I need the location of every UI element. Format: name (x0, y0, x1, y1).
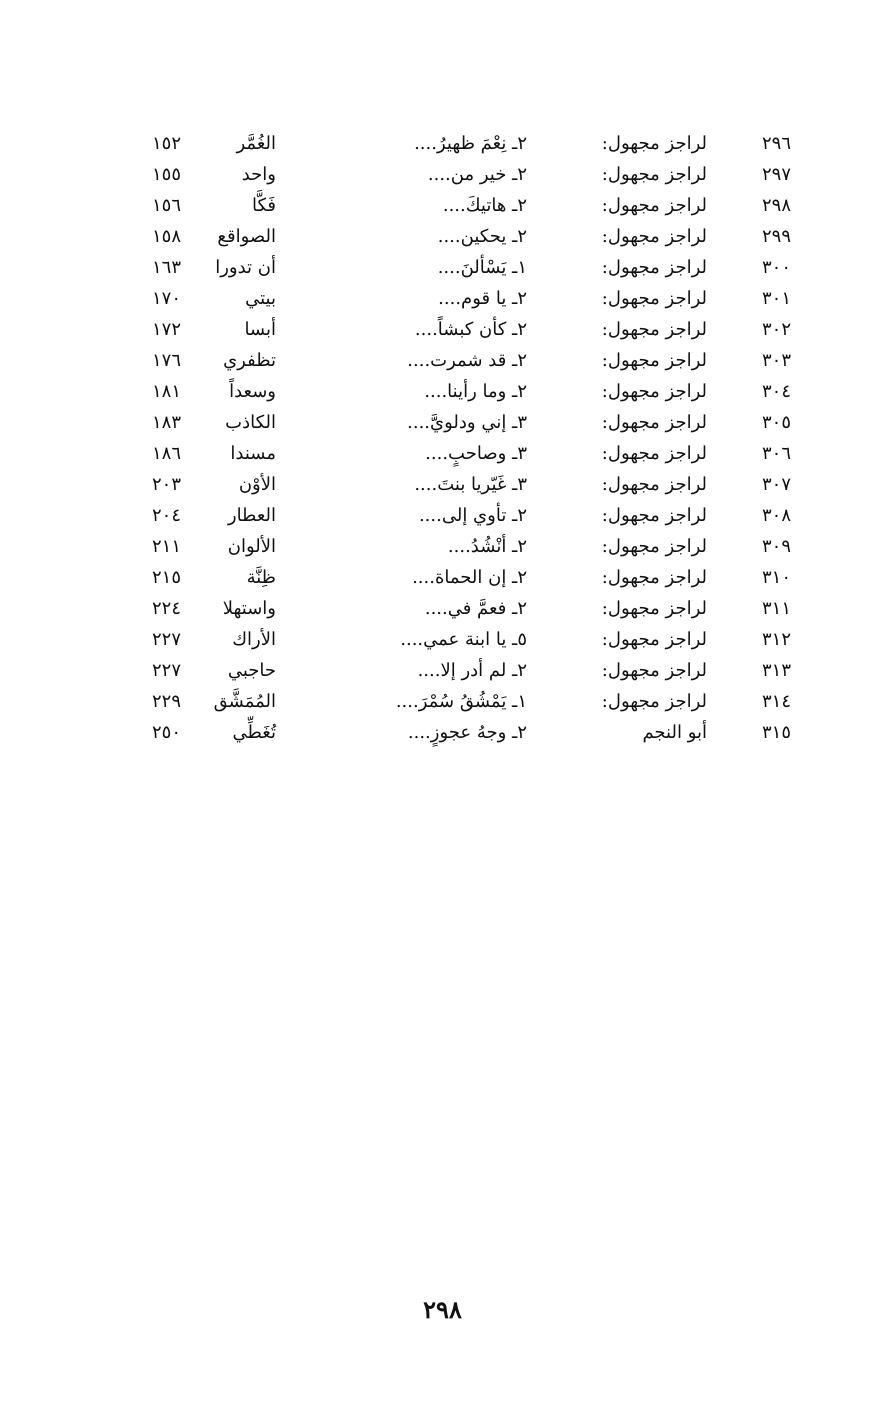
page-reference: ٢١٥ (151, 567, 181, 588)
poet-name: لراجز مجهول: (601, 350, 707, 371)
table-row (0, 438, 885, 469)
verse-incipit: ٣ـ إني ودلويَّ.... (407, 412, 527, 433)
poet-name: لراجز مجهول: (601, 319, 707, 340)
rhyme-word: الألوان (227, 536, 276, 557)
verse-incipit: ٢ـ هاتيكَ.... (442, 195, 527, 216)
page-reference: ٢٠٤ (151, 505, 181, 526)
page-reference: ١٨١ (151, 381, 181, 402)
entry-number: ٣٠٠ (761, 257, 791, 278)
entry-number: ٣١٤ (761, 691, 791, 712)
poet-name: لراجز مجهول: (601, 567, 707, 588)
poet-name: لراجز مجهول: (601, 226, 707, 247)
rhyme-word: تظفري (223, 350, 276, 371)
poet-name: لراجز مجهول: (601, 660, 707, 681)
poet-name: لراجز مجهول: (601, 505, 707, 526)
entry-number: ٣٠٢ (761, 319, 791, 340)
table-row (0, 686, 885, 717)
verse-incipit: ٢ـ تأوي إلى.... (418, 505, 527, 526)
rhyme-word: ظِنَّة (246, 567, 276, 588)
page-reference: ١٥٨ (151, 226, 181, 247)
table-row (0, 283, 885, 314)
page-reference: ٢٥٠ (151, 722, 181, 743)
entry-number: ٣١٣ (761, 660, 791, 681)
entry-number: ٣١٢ (761, 629, 791, 650)
rhyme-word: واستهلا (222, 598, 276, 619)
rhyme-word: أبسا (244, 319, 276, 340)
rhyme-word: المُمَشَّق (213, 691, 276, 712)
entry-number: ٣٠٧ (761, 474, 791, 495)
rhyme-word: حاجبي (227, 660, 276, 681)
table-row (0, 128, 885, 159)
entry-number: ٢٩٧ (761, 164, 791, 185)
table-row (0, 500, 885, 531)
page-reference: ١٥٢ (151, 133, 181, 154)
poet-name: لراجز مجهول: (601, 381, 707, 402)
poet-name: لراجز مجهول: (601, 257, 707, 278)
poet-name: لراجز مجهول: (601, 474, 707, 495)
poet-name: لراجز مجهول: (601, 443, 707, 464)
verse-incipit: ٣ـ وصاحبٍ.... (425, 443, 527, 464)
entry-number: ٣١١ (761, 598, 791, 619)
rhyme-word: العطار (227, 505, 276, 526)
verse-index-table (0, 128, 885, 748)
poet-name: لراجز مجهول: (601, 195, 707, 216)
verse-incipit: ٣ـ غَيّريا بنتَ.... (414, 474, 527, 495)
entry-number: ٣٠٣ (761, 350, 791, 371)
table-row (0, 190, 885, 221)
verse-incipit: ٢ـ فعمَّ في.... (424, 598, 527, 619)
rhyme-word: الأراك (232, 629, 276, 650)
table-row (0, 407, 885, 438)
table-row (0, 345, 885, 376)
poet-name: لراجز مجهول: (601, 164, 707, 185)
poet-name: لراجز مجهول: (601, 536, 707, 557)
verse-incipit: ٢ـ وما رأينا.... (424, 381, 527, 402)
entry-number: ٣٠٥ (761, 412, 791, 433)
table-row (0, 376, 885, 407)
rhyme-word: تُغَطِّي (232, 722, 276, 743)
table-row (0, 624, 885, 655)
poet-name: أبو النجم (642, 722, 707, 743)
page-reference: ١٥٥ (151, 164, 181, 185)
table-row (0, 252, 885, 283)
poet-name: لراجز مجهول: (601, 412, 707, 433)
entry-number: ٣٠٤ (761, 381, 791, 402)
verse-incipit: ٢ـ يحكين.... (437, 226, 527, 247)
page-reference: ٢١١ (151, 536, 181, 557)
table-row (0, 593, 885, 624)
table-row (0, 531, 885, 562)
page-reference: ٢٢٤ (151, 598, 181, 619)
table-row (0, 314, 885, 345)
rhyme-word: الغُمَّر (236, 133, 276, 154)
page-reference: ٢٢٧ (151, 660, 181, 681)
entry-number: ٣٠٨ (761, 505, 791, 526)
verse-incipit: ٢ـ نِعْمَ ظهيرُ.... (414, 133, 527, 154)
entry-number: ٣٠٩ (761, 536, 791, 557)
rhyme-word: أن تدورا (215, 257, 276, 278)
rhyme-word: الأوْن (238, 474, 276, 495)
table-row (0, 562, 885, 593)
rhyme-word: الكاذب (225, 412, 276, 433)
verse-incipit: ٢ـ أنْشُدُ.... (447, 536, 527, 557)
verse-incipit: ٢ـ لم أدر إلا.... (417, 660, 527, 681)
entry-number: ٣١٠ (761, 567, 791, 588)
table-row (0, 159, 885, 190)
rhyme-word: مسندا (230, 443, 276, 464)
page-reference: ١٨٦ (151, 443, 181, 464)
verse-incipit: ١ـ يَسْألنَ.... (437, 257, 527, 278)
table-row (0, 655, 885, 686)
verse-incipit: ٢ـ إن الحماة.... (412, 567, 527, 588)
page-reference: ١٨٣ (151, 412, 181, 433)
page-reference: ١٧٢ (151, 319, 181, 340)
entry-number: ٢٩٩ (761, 226, 791, 247)
page-reference: ٢٠٣ (151, 474, 181, 495)
entry-number: ٣١٥ (761, 722, 791, 743)
verse-incipit: ١ـ يَمْشُقُ سُمْرَ.... (395, 691, 527, 712)
page-reference: ٢٢٩ (151, 691, 181, 712)
verse-incipit: ٢ـ قد شمرت.... (407, 350, 527, 371)
page-reference: ١٥٦ (151, 195, 181, 216)
page-reference: ١٧٦ (151, 350, 181, 371)
rhyme-word: وسعداً (229, 381, 276, 402)
table-row (0, 469, 885, 500)
poet-name: لراجز مجهول: (601, 691, 707, 712)
rhyme-word: فَكَّا (251, 195, 276, 216)
entry-number: ٢٩٦ (761, 133, 791, 154)
poet-name: لراجز مجهول: (601, 288, 707, 309)
verse-incipit: ٢ـ يا قوم.... (438, 288, 527, 309)
entry-number: ٣٠١ (761, 288, 791, 309)
poet-name: لراجز مجهول: (601, 629, 707, 650)
page-reference: ٢٢٧ (151, 629, 181, 650)
verse-incipit: ٢ـ خير من.... (427, 164, 527, 185)
poet-name: لراجز مجهول: (601, 598, 707, 619)
entry-number: ٢٩٨ (761, 195, 791, 216)
rhyme-word: الصواقع (217, 226, 276, 247)
entry-number: ٣٠٦ (761, 443, 791, 464)
table-row (0, 717, 885, 748)
table-row (0, 221, 885, 252)
verse-incipit: ٢ـ كأن كبشاً.... (414, 319, 527, 340)
rhyme-word: واحد (241, 164, 276, 185)
rhyme-word: بيتي (245, 288, 276, 309)
page-number: ٢٩٨ (423, 1295, 462, 1324)
page-reference: ١٦٣ (151, 257, 181, 278)
verse-incipit: ٢ـ وجهُ عجوزٍ.... (407, 722, 527, 743)
page-reference: ١٧٠ (151, 288, 181, 309)
verse-incipit: ٥ـ يا ابنة عمي.... (400, 629, 527, 650)
poet-name: لراجز مجهول: (601, 133, 707, 154)
